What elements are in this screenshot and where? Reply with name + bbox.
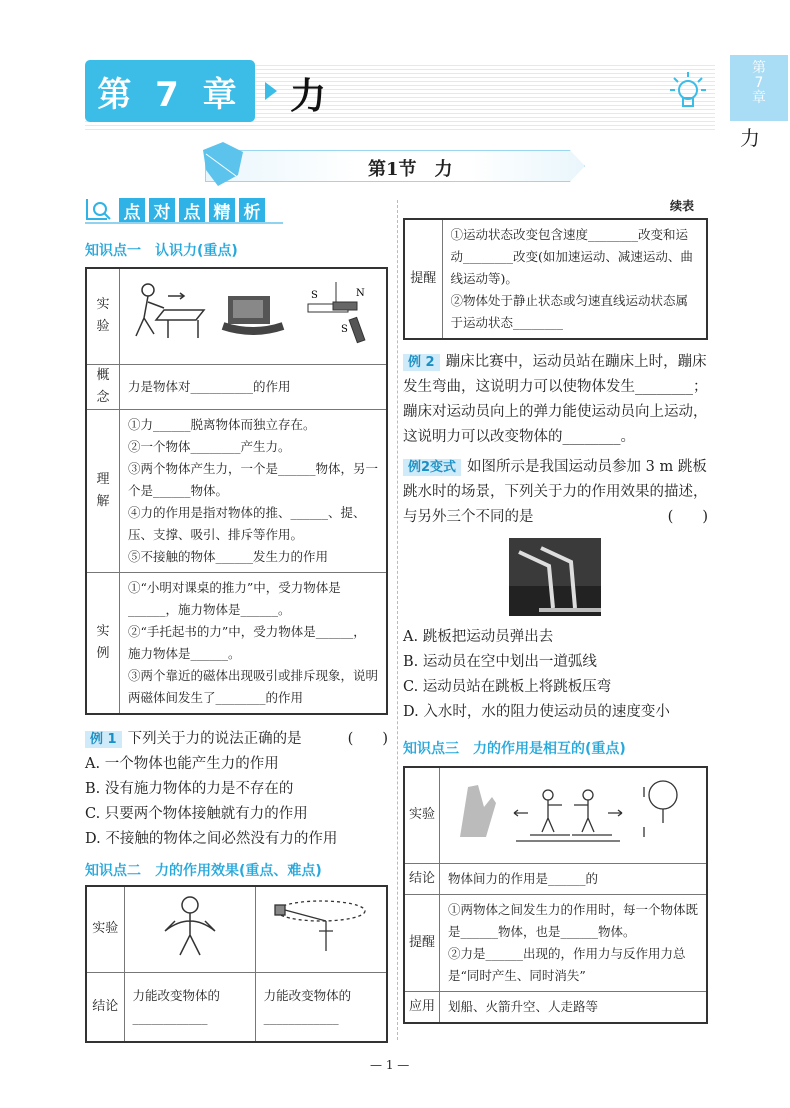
question-text: 蹦床比赛中，运动员站在蹦床上时，蹦床发生弯曲，这说明力可以使物体发生________；蹦床对运动员向上的弹力能使运动员向上运动，这说明力可以改变物体的________。: [403, 354, 708, 445]
row-label: 提醒: [404, 219, 442, 339]
example-2-variant: [403, 455, 708, 530]
experiment-image-swing: [255, 886, 387, 972]
kp1-table: [85, 267, 388, 715]
title-underline: [85, 222, 283, 224]
understanding-item: ⑤不接触的物体______发生力的作用: [128, 548, 329, 564]
chapter-title: 力: [290, 76, 327, 117]
option: B. 没有施力物体的力是不存在的: [85, 781, 294, 797]
title-char: 点: [119, 198, 145, 222]
row-label: 提醒: [404, 894, 440, 991]
blank: ____________: [263, 1009, 339, 1025]
option: C. 运动员站在跳板上将跳板压弯: [403, 679, 612, 695]
row-label: 结论: [404, 863, 440, 894]
row-label: 结论: [86, 972, 124, 1042]
side-tab-text: 7: [754, 75, 764, 91]
leaf-icon: [198, 140, 248, 188]
understanding-item: ②一个物体________产生力。: [128, 438, 291, 454]
question-text: 下列关于力的说法正确的是: [127, 731, 302, 747]
row-label: 理解: [86, 409, 120, 572]
experiment-images: [440, 767, 708, 863]
row-label: 概念: [86, 364, 120, 409]
continued-label: 续表: [670, 199, 695, 213]
column-divider: [397, 200, 398, 1040]
continued-table: [403, 218, 708, 340]
row-label: 实验: [86, 268, 120, 364]
title-char: 精: [209, 198, 235, 222]
example-tag: 例 1: [85, 731, 122, 748]
point-analysis-title: [85, 197, 265, 223]
experiment-image-bend: [124, 886, 255, 972]
chapter-badge: 第 7 章: [85, 60, 255, 122]
experiment-images: [120, 268, 388, 364]
mutual-force-illustration: [448, 777, 698, 847]
row-label: 实例: [86, 572, 120, 714]
reminder-item: ①两物体之间发生力的作用时，每一个物体既是______物体，也是______物体。: [448, 901, 699, 939]
title-char: 点: [179, 198, 205, 222]
reminder-item: ②力是______出现的，作用力与反作用力总是“同时产生、同时消失”: [448, 945, 686, 983]
understanding-item: ④力的作用是指对物体的推、______、提、压、支撑、吸引、排斥等作用。: [128, 504, 366, 542]
option: A. 跳板把运动员弹出去: [403, 629, 554, 645]
understanding-item: ①力______脱离物体而独立存在。: [128, 416, 316, 432]
blank: ____________: [132, 1009, 208, 1025]
side-chapter-title: 力: [740, 126, 760, 150]
example-1: [85, 727, 388, 852]
kp2-table: [85, 885, 388, 1043]
variant-options: [403, 625, 708, 725]
option: C. 只要两个物体接触就有力的作用: [85, 806, 308, 822]
example-2: [403, 350, 708, 450]
side-chapter-tab: [730, 55, 788, 121]
bending-illustration: [145, 891, 235, 961]
option: B. 运动员在空中划出一道弧线: [403, 654, 597, 670]
conclusion-text: 力能改变物体的: [263, 987, 352, 1003]
title-char: 析: [239, 198, 265, 222]
option: A. 一个物体也能产生力的作用: [85, 756, 279, 772]
knowledge-point-1-heading: 知识点一 认识力(重点): [85, 243, 238, 259]
triangle-icon: [265, 82, 277, 100]
option: D. 不接触的物体之间必然没有力的作用: [85, 831, 338, 847]
question-text: 如图所示是我国运动员参加 3 m 跳板跳水时的场景，下列关于力的作用效果的描述，与另外三个不同的是: [403, 459, 708, 525]
row-label: 实验: [404, 767, 440, 863]
page-number: — 1 —: [370, 1058, 410, 1072]
lightbulb-icon: [668, 70, 708, 114]
swing-illustration: [271, 891, 371, 961]
title-char: 对: [149, 198, 175, 222]
example-item: ①“小明对课桌的推力”中，受力物体是______，施力物体是______。: [128, 579, 341, 617]
svg-text:S: S: [311, 289, 318, 301]
section-title: 第1节 力: [368, 159, 453, 180]
reminder-item: ②物体处于静止状态或匀速直线运动状态属于运动状态________: [450, 293, 689, 330]
answer-paren: ( ): [347, 731, 388, 747]
conclusion-text: 力能改变物体的: [132, 987, 221, 1003]
row-label: 应用: [404, 991, 440, 1023]
side-tab-text: 第: [752, 60, 766, 76]
kp3-table: [403, 766, 708, 1024]
magnifier-book-icon: [85, 197, 115, 223]
answer-paren: ( ): [667, 509, 708, 525]
application-text: 划船、火箭升空、人走路等: [448, 998, 599, 1014]
knowledge-point-2-heading: 知识点二 力的作用效果(重点、难点): [85, 863, 322, 879]
svg-text:S: S: [341, 323, 348, 335]
example-item: ③两个靠近的磁体出现吸引或排斥现象，说明两磁体间发生了________的作用: [128, 667, 379, 705]
diving-photo: [509, 538, 601, 616]
reminder-item: ①运动状态改变包含速度________改变和运动________改变(如加速运动、减速运动、曲线运动等)。: [450, 227, 693, 286]
side-tab-text: 章: [752, 90, 766, 106]
svg-text:N: N: [356, 287, 365, 299]
knowledge-point-3-heading: 知识点三 力的作用是相互的(重点): [403, 741, 626, 757]
option: D. 入水时，水的阻力使运动员的速度变小: [403, 704, 670, 720]
experiment-illustration: [128, 278, 378, 348]
conclusion-text: 物体间力的作用是______的: [448, 870, 599, 886]
understanding-item: ③两个物体产生力，一个是______物体，另一个是______物体。: [128, 460, 379, 498]
example-item: ②“手托起书的力”中，受力物体是______，施力物体是______。: [128, 623, 366, 661]
example-tag: 例 2: [403, 354, 440, 371]
example-tag: 例2变式: [403, 459, 461, 476]
row-label: 实验: [86, 886, 124, 972]
concept-text: 力是物体对__________的作用: [128, 378, 291, 394]
